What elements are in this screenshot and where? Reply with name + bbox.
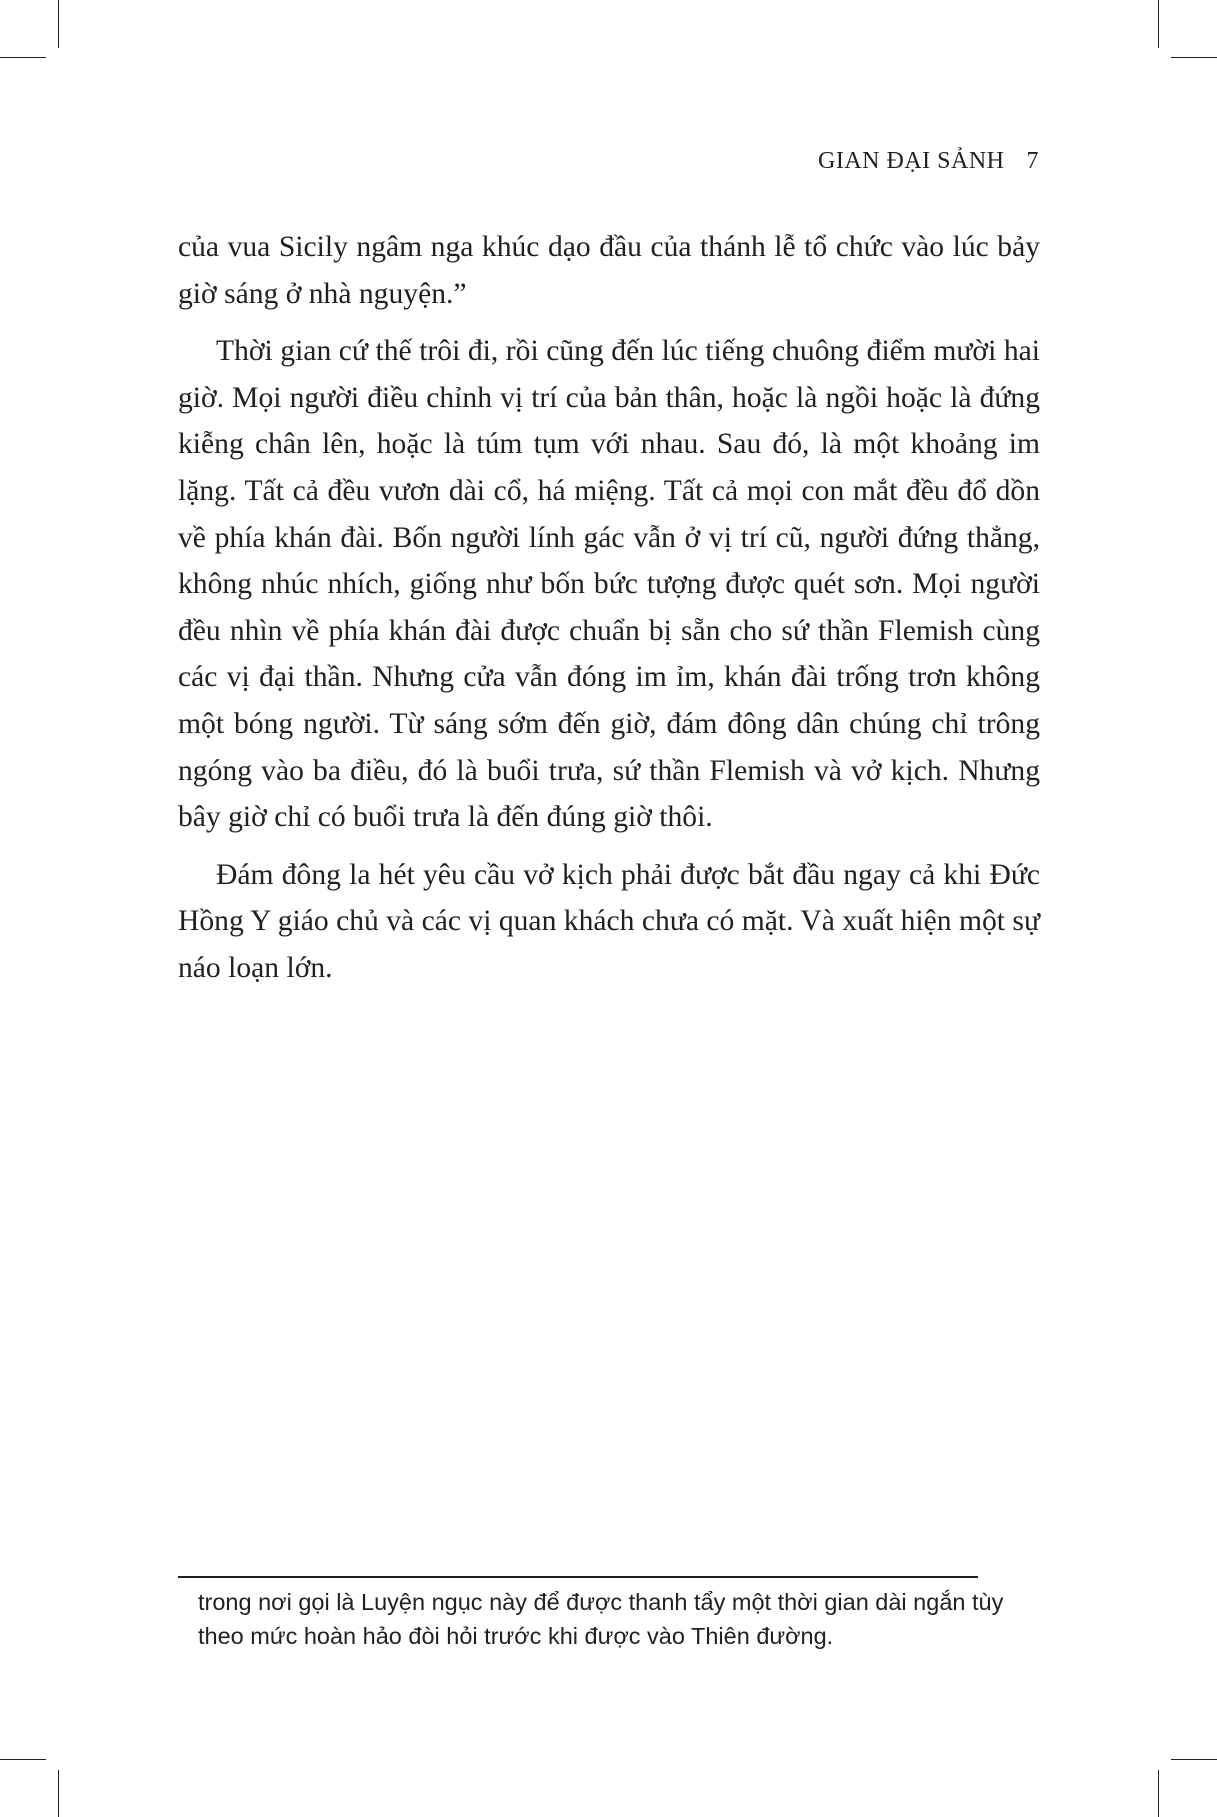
crop-mark-bottom-left-horizontal bbox=[0, 1759, 46, 1760]
running-head bbox=[818, 148, 1039, 175]
body-text bbox=[178, 224, 1040, 1003]
crop-mark-top-right-horizontal bbox=[1171, 57, 1217, 58]
paragraph-continuation: của vua Sicily ngâm nga khúc dạo đầu của thánh lễ tổ chức vào lúc bảy giờ sáng ở nhà nguyện.” bbox=[178, 231, 1040, 310]
footnote-separator bbox=[178, 1576, 978, 1578]
footnote-text: trong nơi gọi là Luyện ngục này để được thanh tẩy một thời gian dài ngắn tùy theo mức hoàn hảo đòi hỏi trước khi được vào Thiên đường. bbox=[198, 1589, 1004, 1649]
crop-mark-bottom-right-horizontal bbox=[1171, 1759, 1217, 1760]
crop-mark-top-right-vertical bbox=[1158, 0, 1159, 48]
paragraph: Đám đông la hét yêu cầu vở kịch phải được bắt đầu ngay cả khi Đức Hồng Y giáo chủ và các vị quan khách chưa có mặt. Và xuất hiện một sự náo loạn lớn. bbox=[178, 858, 1040, 984]
crop-mark-top-left-horizontal bbox=[0, 57, 46, 58]
page-number: 7 bbox=[1026, 148, 1039, 174]
paragraph: Thời gian cứ thế trôi đi, rồi cũng đến lúc tiếng chuông điểm mười hai giờ. Mọi người điều chỉnh vị trí của bản thân, hoặc là ngồi hoặc là đứng kiễng chân lên, hoặc là túm tụm với nhau. Sau đó, là một khoảng im lặng. Tất cả đều vươn dài cổ, há miệng. Tất cả mọi con mắt đều đổ dồn về phía khán đài. Bốn người lính gác vẫn ở vị trí cũ, người đứng thẳng, không nhúc nhích, giống như bốn bức tượng được quét sơn. Mọi người đều nhìn về phía khán đài được chuẩn bị sẵn cho sứ thần Flemish cùng các vị đại thần. Nhưng cửa vẫn đóng im ỉm, khán đài trống trơn không một bóng người. Từ sáng sớm đến giờ, đám đông dân chúng chỉ trông ngóng vào ba điều, đó là buổi trưa, sứ thần Flemish và vở kịch. Nhưng bây giờ chỉ có buổi trưa là đến đúng giờ thôi. bbox=[178, 335, 1040, 834]
crop-mark-bottom-right-vertical bbox=[1158, 1770, 1159, 1817]
running-head-title: GIAN ĐẠI SẢNH bbox=[818, 148, 1005, 174]
crop-mark-top-left-vertical bbox=[58, 0, 59, 48]
crop-mark-bottom-left-vertical bbox=[58, 1770, 59, 1817]
